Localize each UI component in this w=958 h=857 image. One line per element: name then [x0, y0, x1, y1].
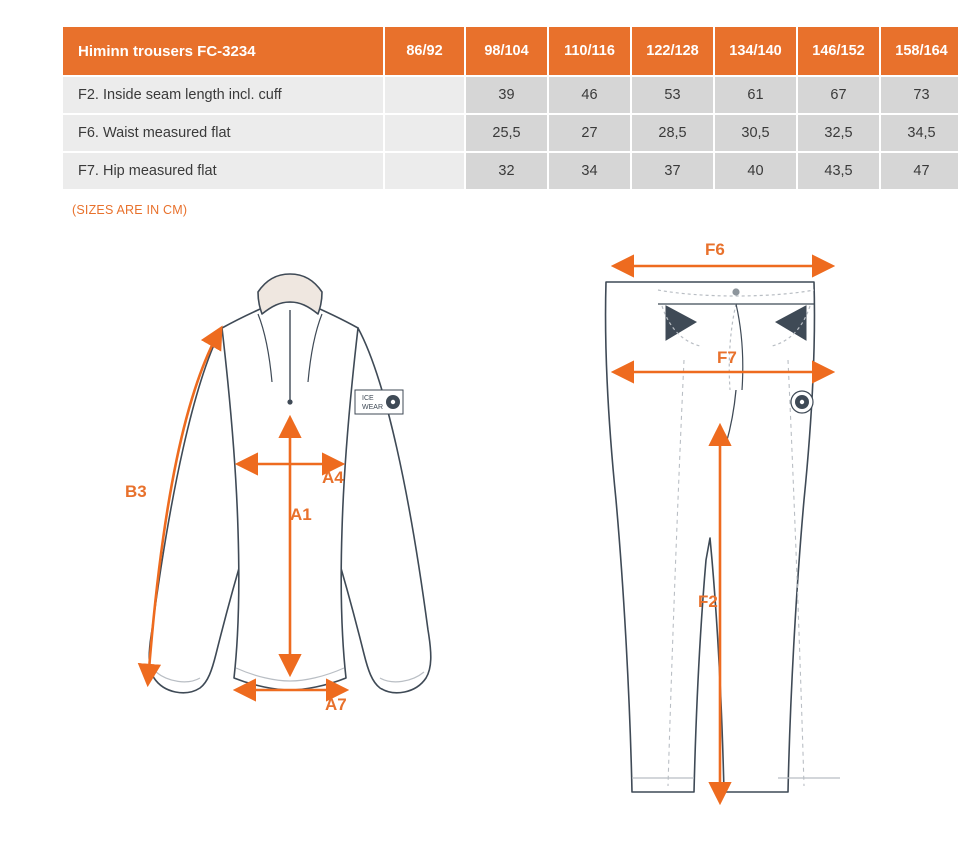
technical-drawings [0, 230, 958, 850]
cell-2-2: 34 [548, 152, 631, 190]
trousers-icon [580, 230, 900, 830]
brand-label-line2: WEAR [362, 404, 383, 411]
brand-logo-icon [355, 390, 403, 414]
jacket-figure [90, 230, 490, 745]
size-table [61, 25, 958, 191]
cell-1-4: 30,5 [714, 114, 797, 152]
trousers-figure [580, 230, 900, 835]
cell-0-1: 39 [465, 76, 548, 114]
brand-label-line1: ICE [362, 395, 374, 402]
size-column-header-6: 158/164 [880, 26, 958, 76]
cell-1-5: 32,5 [797, 114, 880, 152]
half-zip-pullover-icon [90, 230, 490, 740]
size-column-header-2: 110/116 [548, 26, 631, 76]
table-header-row [62, 26, 958, 76]
cell-2-4: 40 [714, 152, 797, 190]
cell-1-3: 28,5 [631, 114, 714, 152]
table-body [62, 76, 958, 190]
cell-1-6: 34,5 [880, 114, 958, 152]
cell-2-0 [384, 152, 465, 190]
cell-0-2: 46 [548, 76, 631, 114]
table-row [62, 152, 958, 190]
cell-1-0 [384, 114, 465, 152]
brand-mark-icon [791, 391, 813, 413]
cell-1-2: 27 [548, 114, 631, 152]
table-row [62, 76, 958, 114]
dimension-label-b3: B3 [125, 482, 147, 501]
size-column-header-4: 134/140 [714, 26, 797, 76]
cell-0-5: 67 [797, 76, 880, 114]
row-label-1: F6. Waist measured flat [62, 114, 384, 152]
row-label-0: F2. Inside seam length incl. cuff [62, 76, 384, 114]
cell-1-1: 25,5 [465, 114, 548, 152]
cell-0-0 [384, 76, 465, 114]
size-column-header-0: 86/92 [384, 26, 465, 76]
table-row [62, 114, 958, 152]
cell-2-3: 37 [631, 152, 714, 190]
cell-0-4: 61 [714, 76, 797, 114]
size-column-header-3: 122/128 [631, 26, 714, 76]
cell-2-5: 43,5 [797, 152, 880, 190]
dimension-label-f2: F2 [698, 592, 718, 611]
cell-0-6: 73 [880, 76, 958, 114]
units-note: (SIZES ARE IN CM) [72, 203, 188, 217]
size-column-header-1: 98/104 [465, 26, 548, 76]
table-title-cell: Himinn trousers FC-3234 [62, 26, 384, 76]
cell-2-1: 32 [465, 152, 548, 190]
row-label-2: F7. Hip measured flat [62, 152, 384, 190]
cell-2-6: 47 [880, 152, 958, 190]
table-header [62, 26, 958, 76]
dimension-label-a7: A7 [325, 695, 347, 714]
dimension-label-a1: A1 [290, 505, 312, 524]
dimension-label-a4: A4 [322, 468, 344, 487]
dimension-label-f7: F7 [717, 348, 737, 367]
dimension-label-f6: F6 [705, 240, 725, 259]
cell-0-3: 53 [631, 76, 714, 114]
size-column-header-5: 146/152 [797, 26, 880, 76]
